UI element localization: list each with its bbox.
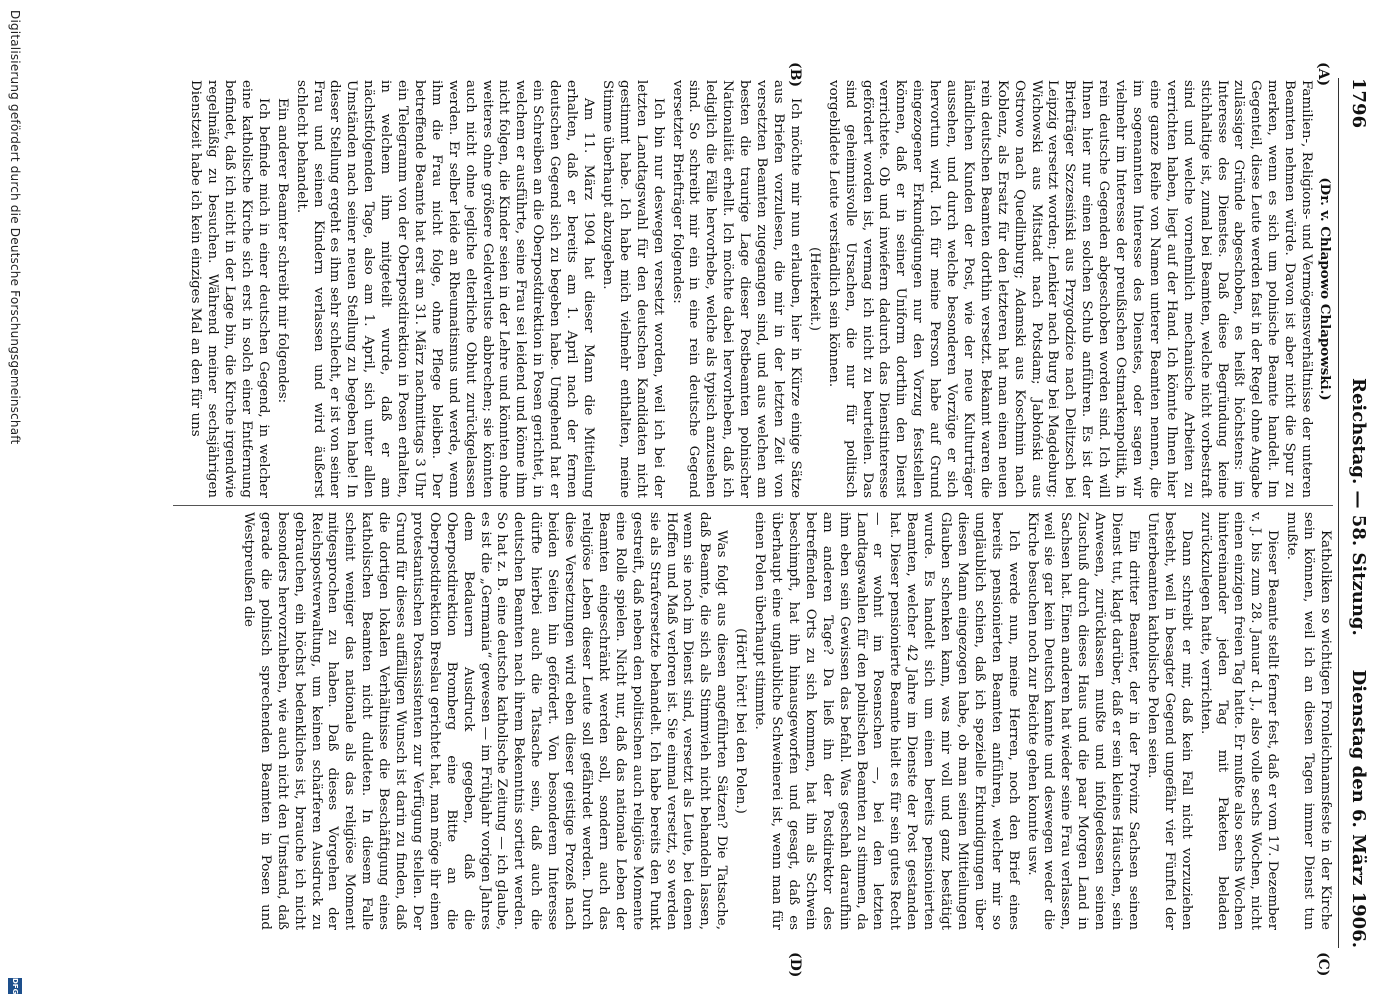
header-title: Reichstag. — 58. Sitzung.	[1348, 378, 1369, 636]
paragraph: Familien-, Religions- und Vermögensverhältnisse der unteren Beamten nehmen würde. Davon ist aber nicht die Spur zu merken, wenn es sich um polnische Beamte handelt. Im Gegenteil, diese Leute werden fast in der Regel ohne Angabe zulässiger Gründe abgeschoben, es heißt höchstens: im Interesse des Dienstes. Daß diese Begründung keine stichhaltige ist, zumal bei Beamten, welche nicht vorbestraft sind und welche vornehmlich mechanische Arbeiten zu verrichten haben, liegt auf der Hand. Ich könnte Ihnen hier eine ganze Reihe von Namen unterer Beamten nennen, die im sogenannten Interesse des Dienstes, oder sagen wir vielmehr im Interesse der preußischen Ostmarkenpolitik, in rein deutsche Gegenden abgeschoben worden sind. Ich will Ihnen hier nur einen solchen Schub anführen. Es ist der Briefträger Szczesiński aus Przygodzice nach Delitzsch bei Leipzig versetzt worden; Lenkier nach Burg bei Magdeburg; Wichowski aus Mitstadt nach Potsdam; Jabłoński aus Ostrowo nach Quedlinburg; Adamski aus Koschmin nach Koblenz, als Ersatz für den letzteren hat man einen neuen rein deutschen Beamten dorthin versetzt. Bekannt waren die ländlichen Kunden der Post, wie der neue Kulturträger aussehen, und durch welche besonderen Vorzüge er sich hervortun wird. Ich für meine Person habe auf Grund eingezogener Erkundigungen nur den Vorzug feststellen können, daß er in seiner Uniform dorthin den Dienst verrichtete. Ob und inwiefern dadurch das Dienstinteresse gefördert worden ist, vermag ich nicht zu beurteilen. Das sind geheimnisvolle Ursachen, die nur für politisch vorgebildete Leute verständlich sein können.	[825, 80, 1315, 498]
paragraph: Dieser Beamte stellt ferner fest, daß er vom 17. Dezember v. J. bis zum 28. Januar d. J., also volle sechs Wochen, nicht einen einzigen freien Tag hatte. Er mußte also sechs Wochen hintereinander jeden Tag mit Paketen beladen zurückzulegen hatte, verrichten.	[1197, 512, 1281, 930]
paragraph: Am 11. März 1904 hat dieser Mann die Mitteilung erhalten, daß er bereits am 1. April nach der fernen deutschen Gegend sich zu begeben habe. Umgehend hat er ein Schreiben an die Oberpostdirektion in Posen gerichtet, in welchem er ausführte, seine Frau sei leidend und könne ihm nicht folgen, die Kinder seien in der Lehre und könnten ohne weiteres ohne größere Geldverluste abbrechen; sie könnten auch nicht ohne jegliche elterliche Obhut zurückgelassen werden. Er selber leide an Rheumatismus und werde, wenn ihm die Frau nicht folge, ohne Pflege bleiben. Der betreffende Beamte hat erst am 31. März nachmittags 3 Uhr ein Telegramm von der Oberpostdirektion in Posen erhalten, in welchem ihm mitgeteilt wurde, daß er am nächstfolgenden Tage, also am 1. April, sich unter allen Umständen nach seiner neuen Stellung zu begeben habe! In dieser Stellung ergeht es ihm sehr schlecht, er ist von seiner Frau und seinen Kindern verlassen und wird äußerst schlecht behandelt.	[293, 80, 597, 498]
interjection: (Hört! hört! bei den Polen.)	[733, 628, 749, 814]
quoted-letter: Ich bin nur deswegen versetzt worden, weil ich bei der letzten Landtagswahl für den deutschen Kandidaten nicht gestimmt habe. Ich habe mich vielmehr enthalten, meine Stimme überhaupt abzugeben.	[599, 80, 666, 498]
digitization-notice: Digitalisierung gefördert durch die Deutsche Forschungsgemeinschaft	[8, 10, 22, 445]
margin-marker-c: (C)	[1315, 952, 1331, 977]
margin-marker-d: (D)	[787, 952, 803, 978]
paragraph: Was folgt aus diesen angeführten Sätzen? Die Tatsache, daß Beamte, die sich als Stimmvieh nicht behandeln lassen, wenn sie noch im Dienst sind, versetzt als Leute, bei denen Hoffen und Maß verloren ist. Sie einmal versetzt, so werden sie als Strafversetzte behandelt. Ich habe bereits den Punkt gestreift, daß neben den politischen auch religiöse Momente eine Rolle spielen. Nicht nur, daß das nationale Leben der Beamten eingeschränkt werden soll, sondern auch das religiöse Leben dieser Leute soll gefährdet werden. Durch diese Versetzungen wird eben dieser geistige Prozeß nach beiden Seiten hin gefördert. Von besonderem Interesse dürfte hierbei auch die Tatsache sein, daß auch die deutschen Beamten nach ihrem Bekenntnis sortiert werden. So hat z. B. eine deutsche katholische Zeitung — ich glaube, es ist die „Germania“ gewesen — im Frühjahr vorigen Jahres dem Bedauern Ausdruck gegeben, daß die Oberpostdirektion Bromberg eine Bitte an die Oberpostdirektion Breslau gerichtet hat, man möge ihr einen protestantischen Postassistenten zur Verfügung stellen. Der Grund für dieses auffälligen Wunsch ist darin zu finden, daß die dortigen lokalen Verhältnisse die Beschäftigung eines katholischen Beamten nicht duldeten. In diesem Falle scheint weniger das nationale als das religiöse Moment mitgesprochen zu haben. Daß dieses Vorgehen der Reichspostverwaltung, um keinen schärferen Ausdruck zu gebrauchen, ein höchst bedenkliches ist, brauche ich nicht besonders hervorzuheben, wie auch nicht den Umstand, daß gerade die polnisch sprechenden Beamten in Posen und Westpreußen die	[240, 512, 730, 930]
left-column	[173, 80, 1333, 498]
header-rule	[1338, 78, 1339, 948]
quoted-letter: Katholiken so wichtigen Fronleichnamsfeste in der Kirche sein können, weil ich an diesen Tagen immer Dienst tun mußte.	[1284, 512, 1333, 930]
speaker-name: (Dr. v. Chlapowo Chlapowski.)	[1317, 177, 1333, 401]
paragraph: Ich werde nun, meine Herren, noch den Brief eines bereits pensionierten Beamten anführen, welcher mir so ungläublich schien, daß ich spezielle Erkundigungen über diesen Mann eingezogen habe, ob man seinen Mitteilungen Glauben schenken kann, was mir voll und ganz bestätigt wurde. Es handelt sich um einen bereits pensionierten Beamten, welcher 42 Jahre im Dienste der Post gestanden hat. Dieser pensionierte Beamte hielt es für sein gutes Recht — er wohnt im Posenschen —, bei den letzten Landtagswahlen für den polnischen Beamten zu stimmen, da ihm eben sein Gewissen das befahl. Was geschah daraufhin am anderen Tage? Da ließ ihn der Postdirektor des betreffenden Orts zu sich kommen, hat ihn als Schwein beschimpft, hat ihn hinausgeworfen und gesagt, daß es überhaupt eine unglaubliche Schweinerei ist, wenn man für einen Polen überhaupt stimmte.	[752, 512, 1021, 930]
right-column	[173, 512, 1333, 930]
dfg-logo: DFG	[8, 978, 22, 994]
header-date: Dienstag den 6. März 1906.	[1348, 669, 1369, 948]
paragraph: Dann schreibt er mir, daß kein Fall nicht vorzuziehen besteht, weil in besagter Gegend ungefähr vier Fünftel der Unterbeamten katholische Polen seien.	[1144, 512, 1194, 930]
interjection: (Heiterkeit.)	[806, 247, 822, 331]
paragraph: Ein anderer Beamter schreibt mir folgendes:	[274, 98, 290, 404]
quoted-letter: Ich befinde mich in einer deutschen Gegend, in welcher eine katholische Kirche sich erst in solch einer Entfernung befindet, daß ich nicht in der Lage bin, die Kirche irgendwie regelmäßig zu besuchen. Während meiner sechsjährigen Dienstzeit habe ich kein einziges Mal an den für uns	[188, 80, 271, 498]
page-number: 1796	[1348, 78, 1369, 129]
column-divider	[173, 505, 1333, 506]
footer	[6, 0, 22, 1000]
page-header	[1341, 78, 1369, 948]
margin-marker-a: (A)	[1315, 62, 1331, 87]
paragraph: Ein dritter Beamter, der in der Provinz Sachsen seinen Dienst tut, klagt darüber, daß er sein kleines Häuschen, sein Anwesen, zurücklassen mußte und infolgedessen seinen Zuschuß durch dieses Haus und die paar Morgen Land in Sachsen hat. Einen anderen hat wieder seine Frau verlassen, weil sie gar kein Deutsch kannte und deswegen weder die Kirche besuchen noch zur Beichte gehen konnte usw.	[1024, 512, 1142, 930]
paragraph: Ich möchte mir nun erlauben, hier in Kürze einige Sätze aus Briefen vorzulesen, die mir in der letzten Zeit von versetzten Beamten zugegangen sind, und aus welchen am besten die traurige Lage dieser Postbeamten polnischer Nationalität erhellt. Ich möchte dabei hervorheben, daß ich lediglich die Fälle hervorhebe, welche als typisch anzusehen sind. So schreibt mir ein in eine rein deutsche Gegend versetzter Briefträger folgendes:	[669, 80, 803, 498]
margin-marker-b: (B)	[787, 62, 803, 88]
